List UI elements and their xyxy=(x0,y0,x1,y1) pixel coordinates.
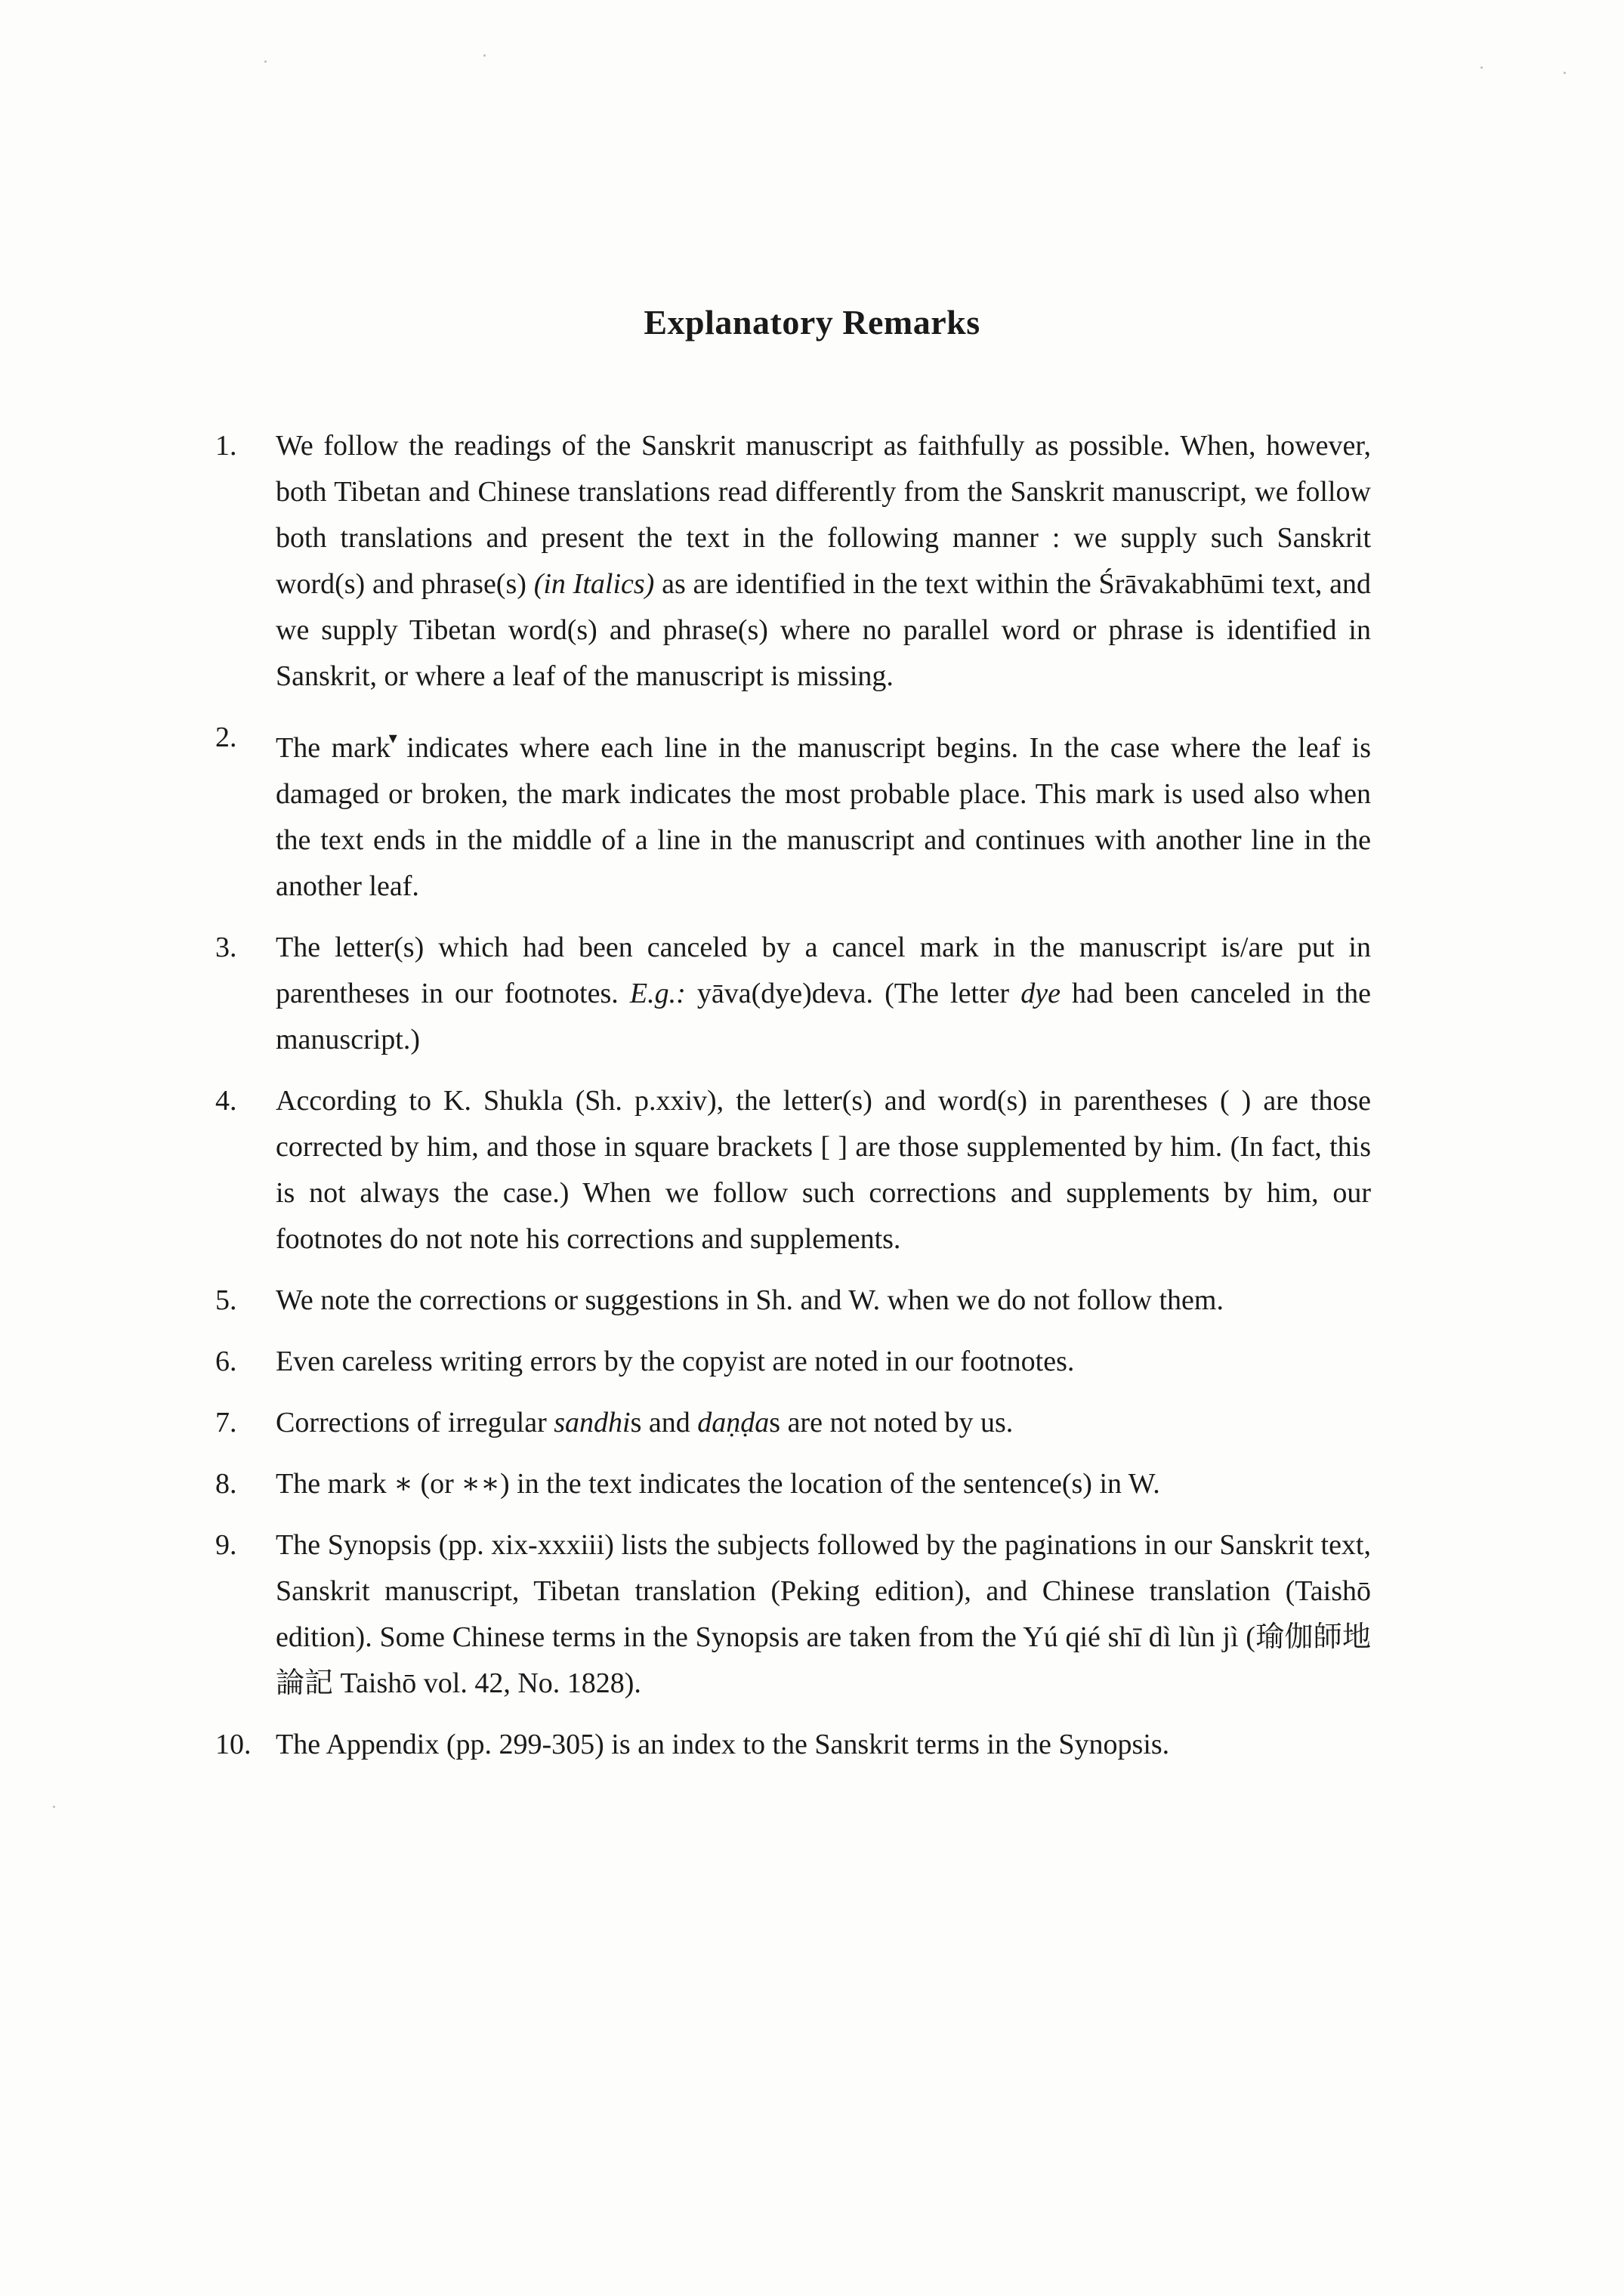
item-number: 1. xyxy=(215,430,237,462)
item-number: 4. xyxy=(215,1085,237,1117)
list-item xyxy=(215,1722,1371,1768)
item-text: The Appendix (pp. 299-305) is an index to the Sanskrit terms in the Synopsis. xyxy=(276,1729,1170,1760)
list-item xyxy=(215,1339,1371,1385)
item-number: 5. xyxy=(215,1284,237,1316)
list-item xyxy=(215,1278,1371,1324)
list-item xyxy=(215,925,1371,1063)
list-item xyxy=(215,1522,1371,1707)
list-item xyxy=(215,423,1371,700)
line-start-mark-icon: ▾ xyxy=(388,728,397,747)
item-text: Corrections of irregular sandhis and daṇḍas are not noted by us. xyxy=(276,1407,1014,1438)
item-text: We follow the readings of the Sanskrit manuscript as faithfully as possible. When, however, both Tibetan and Chinese translations read differently from the Sanskrit manuscript, we follow both translations and present the text in the following manner : we supply such Sanskrit word(s) and phrase(s) (in Italics) as are identified in the text within the Śrāvakabhūmi text, and we supply Tibetan word(s) and phrase(s) where no parallel word or phrase is identified in Sanskrit, or where a leaf of the manuscript is missing. xyxy=(276,430,1371,692)
item-number: 6. xyxy=(215,1346,237,1377)
item-text: The mark ∗ (or ∗∗) in the text indicates the location of the sentence(s) in W. xyxy=(276,1468,1160,1500)
scan-speck xyxy=(483,54,486,57)
item-text: Even careless writing errors by the copyist are noted in our footnotes. xyxy=(276,1346,1075,1377)
item-text: The Synopsis (pp. xix-xxxiii) lists the subjects followed by the paginations in our Sanskrit text, Sanskrit manuscript, Tibetan translation (Peking edition), and Chinese translation (Taishō edition). Some Chinese terms in the Synopsis are taken from the Yú qié shī dì lùn jì (瑜伽師地論記 Taishō vol. 42, No. 1828). xyxy=(276,1529,1371,1699)
scan-speck xyxy=(264,60,267,63)
item-number: 3. xyxy=(215,932,237,963)
page-title: Explanatory Remarks xyxy=(644,303,980,341)
scan-speck xyxy=(1564,72,1566,74)
item-number: 9. xyxy=(215,1529,237,1561)
item-number: 2. xyxy=(215,722,237,753)
item-number: 8. xyxy=(215,1468,237,1500)
list-item xyxy=(215,715,1371,910)
remarks-list xyxy=(215,423,1371,1783)
list-item xyxy=(215,1461,1371,1507)
scan-speck xyxy=(1480,66,1483,69)
item-text: We note the corrections or suggestions in Sh. and W. when we do not follow them. xyxy=(276,1284,1224,1316)
item-number: 10. xyxy=(215,1729,252,1760)
item-text: The letter(s) which had been canceled by a cancel mark in the manuscript is/are put in parentheses in our footnotes. E.g.: yāva(dye)deva. (The letter dye had been canceled in the manuscript.) xyxy=(276,932,1372,1055)
item-text: According to K. Shukla (Sh. p.xxiv), the letter(s) and word(s) in parentheses ( ) are those corrected by him, and those in square brackets [ ] are those supplemented by him. (In fact, this is not always the case.) When we follow such corrections and supplements by him, our footnotes do not note his corrections and supplements. xyxy=(276,1085,1371,1255)
scan-speck xyxy=(53,1806,55,1808)
list-item xyxy=(215,1400,1371,1446)
item-text: The mark▾ indicates where each line in the manuscript begins. In the case where the leaf is damaged or broken, the mark indicates the most probable place. This mark is used also when the text ends in the middle of a line in the manuscript and continues with another line in the another leaf. xyxy=(276,728,1372,902)
list-item xyxy=(215,1078,1371,1262)
item-number: 7. xyxy=(215,1407,237,1438)
